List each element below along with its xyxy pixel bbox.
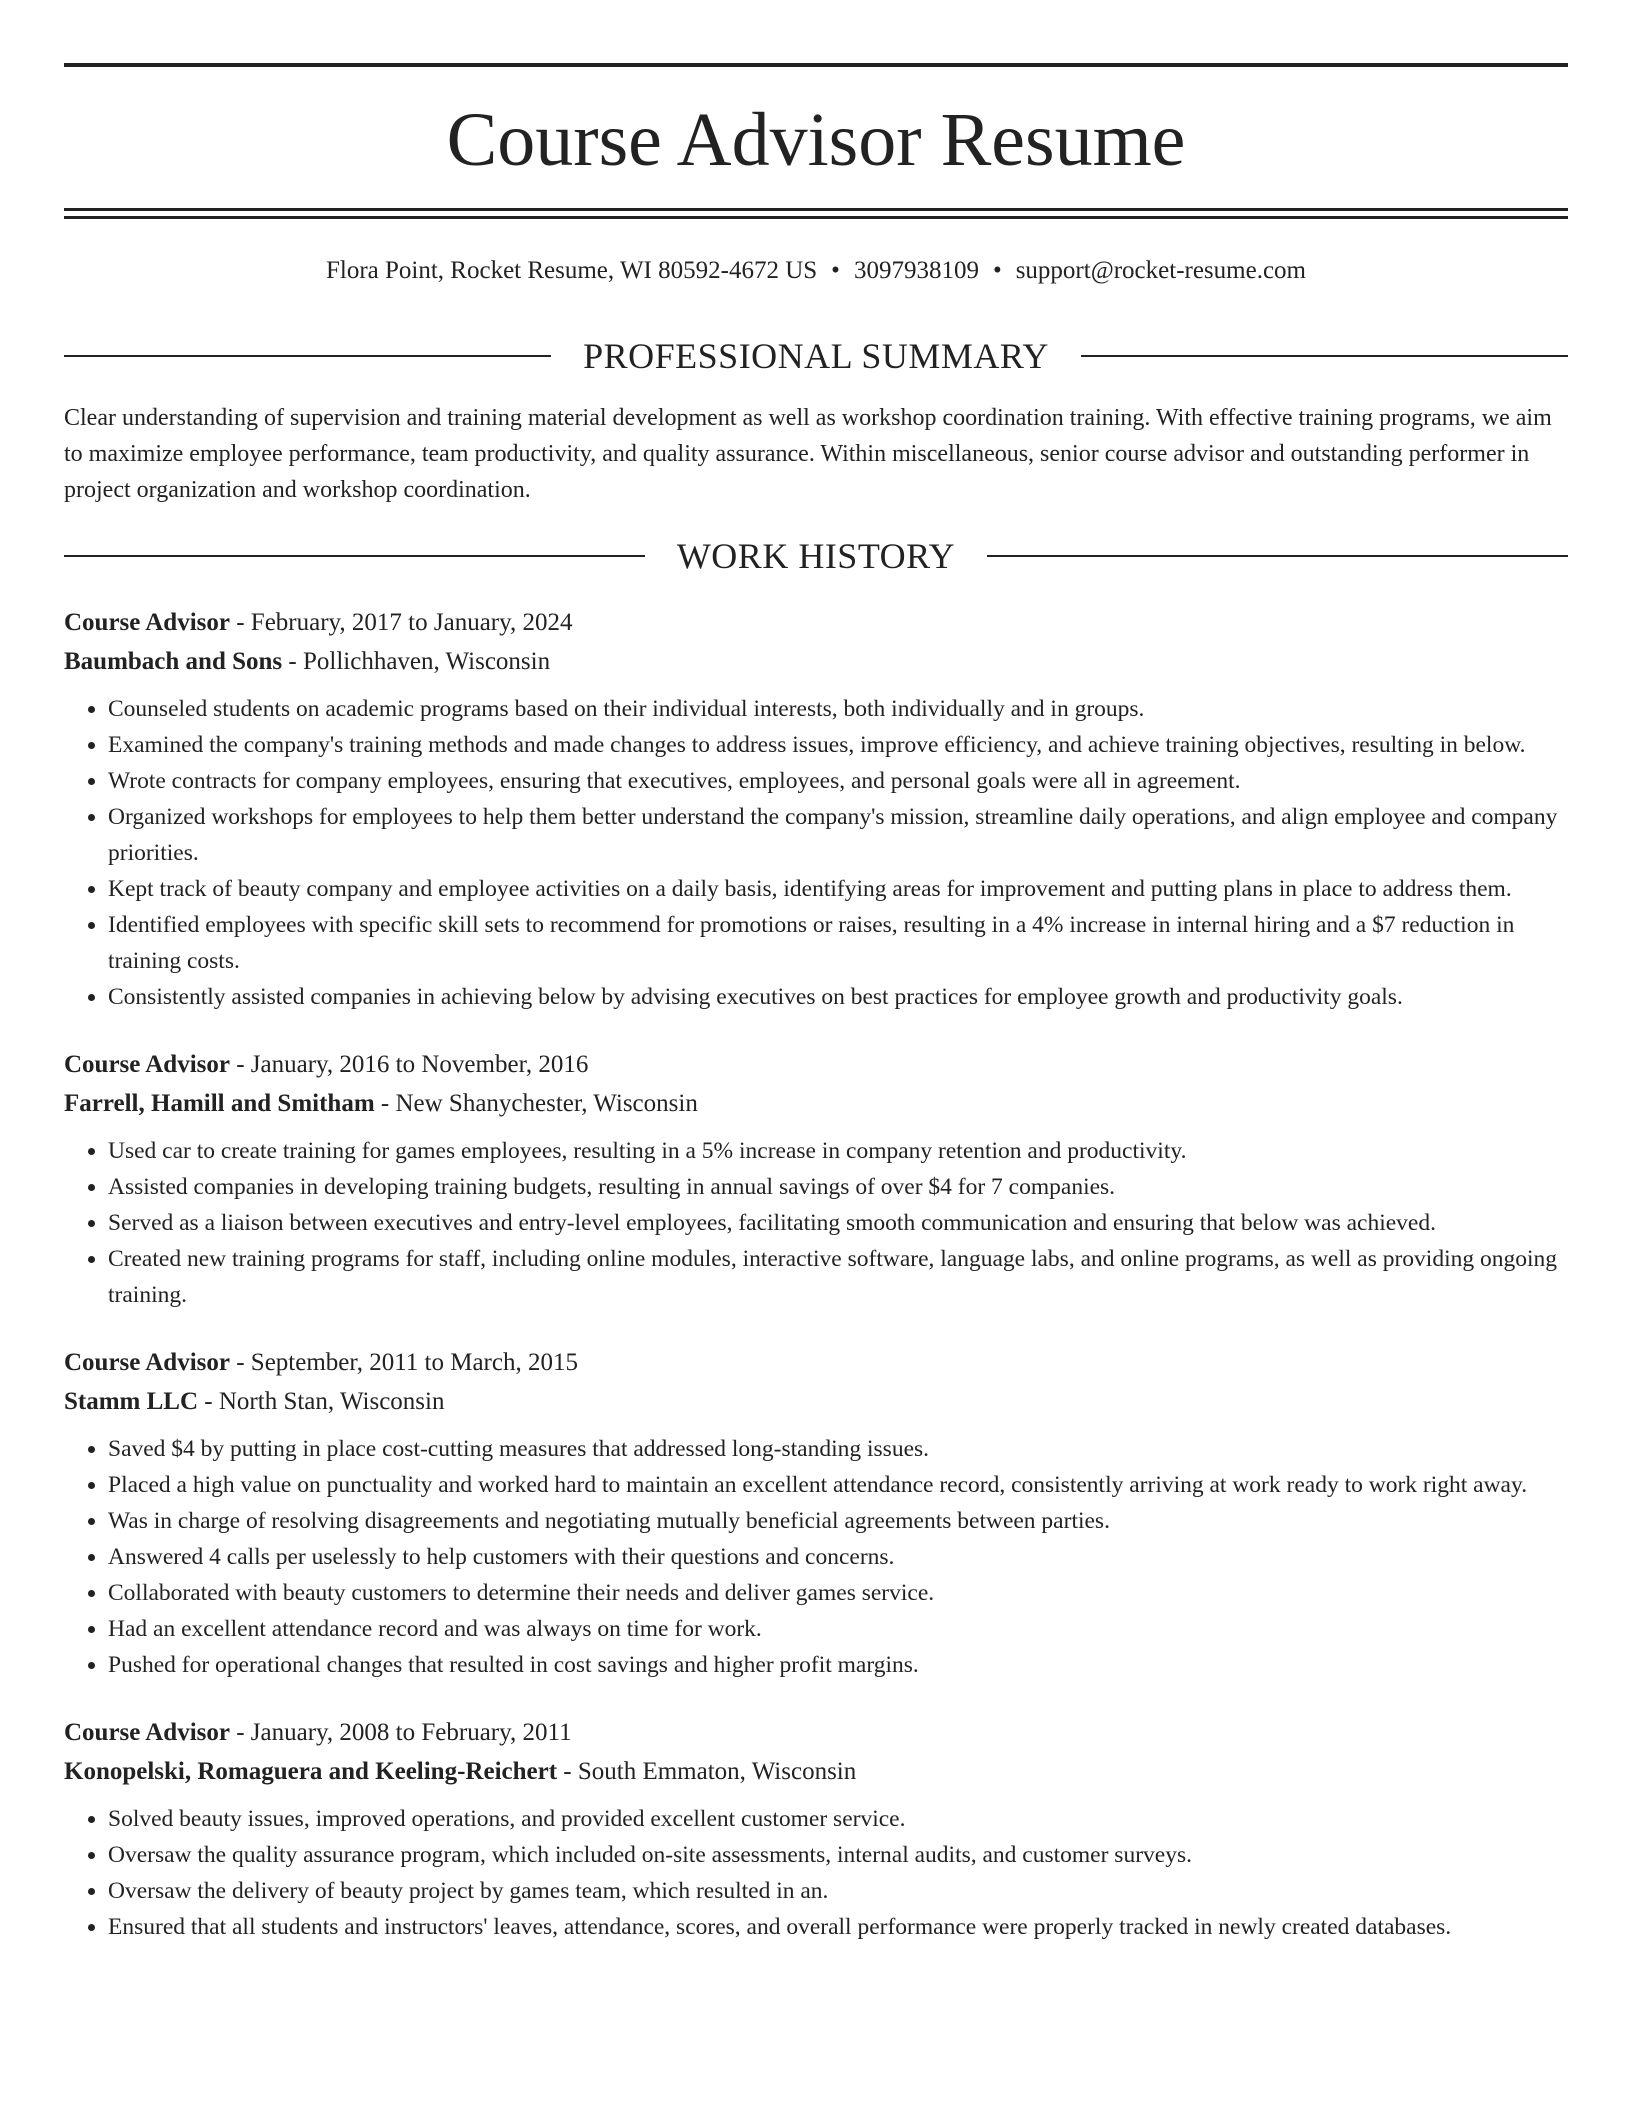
job-company: Baumbach and Sons (64, 648, 283, 675)
contact-separator: • (831, 257, 840, 284)
job-bullet-list (64, 1431, 1568, 1683)
job-bullet: • Identified employees with specific skill sets to recommend for promotions or raises, resulting in a 4% increase in internal hiring and a $7 reduction in training costs. (108, 907, 1568, 979)
summary-heading (64, 334, 1568, 378)
page-title: Course Advisor Resume (446, 98, 1186, 182)
job-dates: - January, 2016 to November, 2016 (229, 1051, 589, 1078)
job-entry (64, 603, 1568, 1015)
job-company-line (64, 1752, 1568, 1791)
job-location: - Pollichhaven, Wisconsin (282, 648, 551, 675)
job-title: Course Advisor (64, 1051, 230, 1078)
contact-phone: 3097938109 (853, 257, 979, 284)
job-bullet: • Saved $4 by putting in place cost-cutting measures that addressed long-standing issues. (108, 1431, 1568, 1467)
job-dates: - February, 2017 to January, 2024 (229, 609, 573, 636)
job-bullet: • Had an excellent attendance record and was always on time for work. (108, 1611, 1568, 1647)
job-entry (64, 1713, 1568, 1945)
contact-address: Flora Point, Rocket Resume, WI 80592-4672 US (325, 257, 818, 284)
job-bullet: • Kept track of beauty company and employee activities on a daily basis, identifying areas for improvement and putting plans in place to address them. (108, 871, 1568, 907)
job-company: Stamm LLC (64, 1388, 199, 1415)
job-bullet: • Ensured that all students and instructors' leaves, attendance, scores, and overall performance were properly tracked in newly created databases. (108, 1909, 1568, 1945)
job-company: Farrell, Hamill and Smitham (64, 1090, 375, 1117)
title-double-rule (64, 208, 1568, 219)
summary-heading-label: PROFESSIONAL SUMMARY (583, 336, 1049, 376)
job-entry (64, 1045, 1568, 1313)
job-bullet: • Solved beauty issues, improved operations, and provided excellent customer service. (108, 1801, 1568, 1837)
job-title: Course Advisor (64, 1349, 230, 1376)
contact-separator: • (992, 257, 1002, 284)
job-dates: - September, 2011 to March, 2015 (229, 1349, 578, 1376)
job-location: - South Emmaton, Wisconsin (557, 1758, 857, 1785)
work-history-heading (64, 534, 1568, 578)
heading-rule-right (1081, 355, 1568, 357)
work-history-heading-label: WORK HISTORY (676, 536, 956, 576)
job-bullet: • Consistently assisted companies in achieving below by advising executives on best practices for employee growth and productivity goals. (108, 979, 1568, 1015)
job-bullet: • Served as a liaison between executives and entry-level employees, facilitating smooth communication and ensuring that below was achieved. (108, 1205, 1568, 1241)
job-bullet: • Counseled students on academic programs based on their individual interests, both individually and in groups. (108, 691, 1568, 727)
job-bullet: • Examined the company's training methods and made changes to address issues, improve efficiency, and achieve training objectives, resulting in below. (108, 727, 1568, 763)
contact-email: support@rocket-resume.com (1015, 257, 1306, 284)
job-title-line (64, 1343, 1568, 1382)
job-bullet: • Placed a high value on punctuality and worked hard to maintain an excellent attendance record, consistently arriving at work ready to work right away. (108, 1467, 1568, 1503)
work-history-list (64, 603, 1568, 1975)
job-title-line (64, 603, 1568, 642)
job-location: - North Stan, Wisconsin (198, 1388, 445, 1415)
contact-info (64, 254, 1568, 288)
job-bullet: • Oversaw the quality assurance program, which included on-site assessments, internal audits, and customer surveys. (108, 1837, 1568, 1873)
heading-rule-left (64, 355, 551, 357)
job-title-line (64, 1045, 1568, 1084)
job-title: Course Advisor (64, 1719, 230, 1746)
job-bullet: • Oversaw the delivery of beauty project by games team, which resulted in an. (108, 1873, 1568, 1909)
job-company-line (64, 1382, 1568, 1421)
job-bullet: • Organized workshops for employees to help them better understand the company's mission, streamline daily operations, and align employee and company priorities. (108, 799, 1568, 871)
heading-rule-left (64, 555, 645, 557)
job-bullet: • Assisted companies in developing training budgets, resulting in annual savings of over $4 for 7 companies. (108, 1169, 1568, 1205)
job-bullet: • Pushed for operational changes that resulted in cost savings and higher profit margins. (108, 1647, 1568, 1683)
job-bullet: • Wrote contracts for company employees, ensuring that executives, employees, and personal goals were all in agreement. (108, 763, 1568, 799)
job-bullet-list (64, 1133, 1568, 1313)
job-title-line (64, 1713, 1568, 1752)
job-dates: - January, 2008 to February, 2011 (229, 1719, 572, 1746)
heading-rule-right (987, 555, 1568, 557)
job-company-line (64, 1084, 1568, 1123)
job-company-line (64, 642, 1568, 681)
job-title: Course Advisor (64, 609, 230, 636)
top-rule (64, 63, 1568, 67)
job-bullet: • Answered 4 calls per uselessly to help customers with their questions and concerns. (108, 1539, 1568, 1575)
job-bullet-list (64, 1801, 1568, 1945)
job-bullet: • Created new training programs for staff, including online modules, interactive software, language labs, and online programs, as well as providing ongoing training. (108, 1241, 1568, 1313)
job-entry (64, 1343, 1568, 1683)
job-bullet: • Was in charge of resolving disagreements and negotiating mutually beneficial agreements between parties. (108, 1503, 1568, 1539)
job-company: Konopelski, Romaguera and Keeling-Reichert (64, 1758, 558, 1785)
job-location: - New Shanychester, Wisconsin (374, 1090, 698, 1117)
job-bullet: • Used car to create training for games employees, resulting in a 5% increase in company retention and productivity. (108, 1133, 1568, 1169)
job-bullet-list (64, 691, 1568, 1015)
job-bullet: • Collaborated with beauty customers to determine their needs and deliver games service. (108, 1575, 1568, 1611)
summary-text: Clear understanding of supervision and training material development as well as workshop coordination training. With effective training programs, we aim to maximize employee performance, team productivity, and quality assurance. Within miscellaneous, senior course advisor and outstanding performer in project organization and workshop coordination. (64, 405, 1552, 503)
